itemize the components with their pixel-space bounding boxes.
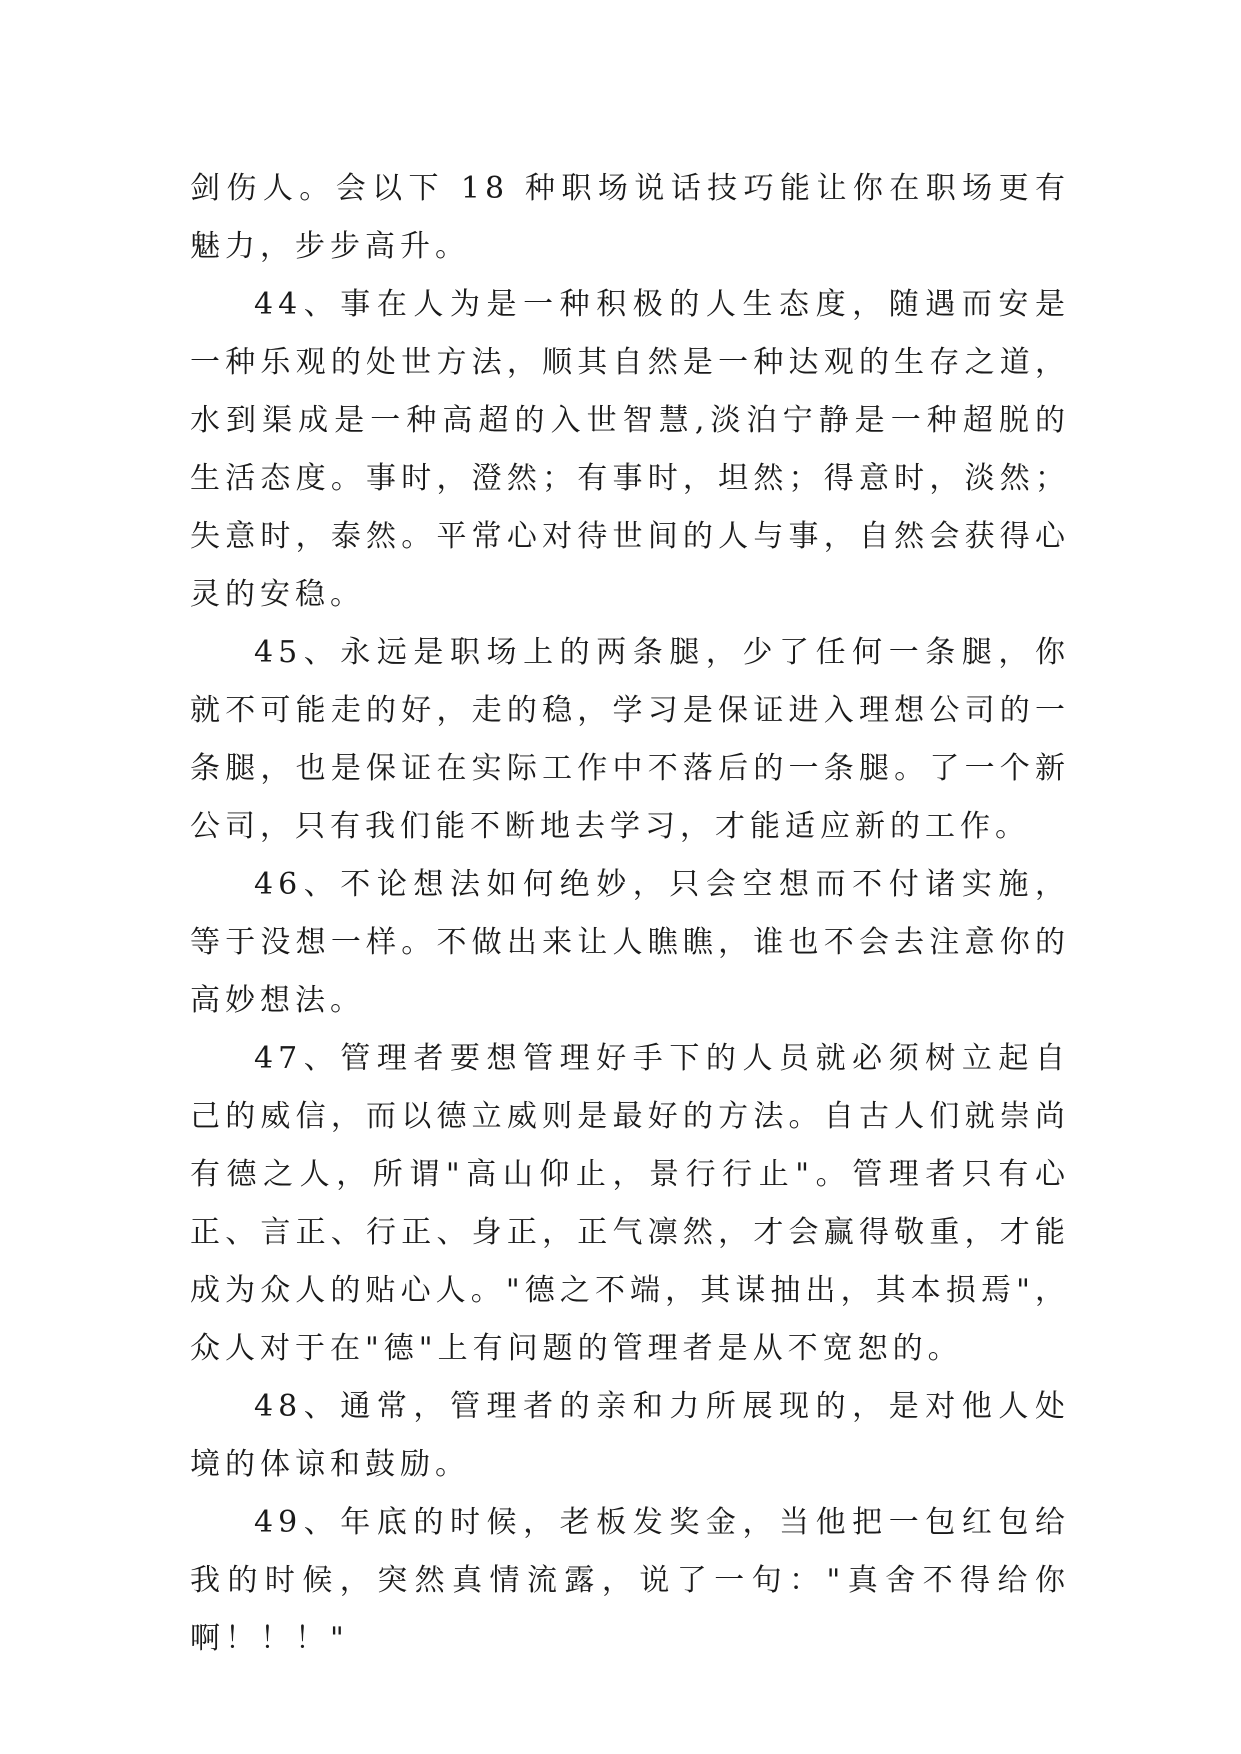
paragraph-49: 49、年底的时候，老板发奖金，当他把一包红包给我的时候，突然真情流露，说了一句："真舍不得给你啊！！！" [190, 1505, 1070, 1656]
paragraph-45: 45、永远是职场上的两条腿，少了任何一条腿，你就不可能走的好，走的稳，学习是保证进入理想公司的一条腿，也是保证在实际工作中不落后的一条腿。了一个新公司，只有我们能不断地去学习，才能适应新的工作。 [190, 635, 1070, 844]
document-body [190, 160, 1070, 1668]
paragraph-48: 48、通常，管理者的亲和力所展现的，是对他人处境的体谅和鼓励。 [190, 1389, 1070, 1482]
paragraph-continuation: 剑伤人。会以下 18 种职场说话技巧能让你在职场更有魅力，步步高升。 [190, 171, 1070, 264]
paragraph-44: 44、事在人为是一种积极的人生态度，随遇而安是一种乐观的处世方法，顺其自然是一种达观的生存之道，水到渠成是一种高超的入世智慧,淡泊宁静是一种超脱的生活态度。事时，澄然；有事时，坦然；得意时，淡然；失意时，泰然。平常心对待世间的人与事，自然会获得心灵的安稳。 [190, 287, 1070, 612]
paragraph-47: 47、管理者要想管理好手下的人员就必须树立起自己的威信，而以德立威则是最好的方法。自古人们就崇尚有德之人，所谓"高山仰止，景行行止"。管理者只有心正、言正、行正、身正，正气凛然，才会赢得敬重，才能成为众人的贴心人。"德之不端，其谋抽出，其本损焉"，众人对于在"德"上有问题的管理者是从不宽恕的。 [190, 1041, 1070, 1366]
paragraph-46: 46、不论想法如何绝妙，只会空想而不付诸实施，等于没想一样。不做出来让人瞧瞧，谁也不会去注意你的高妙想法。 [190, 867, 1070, 1018]
